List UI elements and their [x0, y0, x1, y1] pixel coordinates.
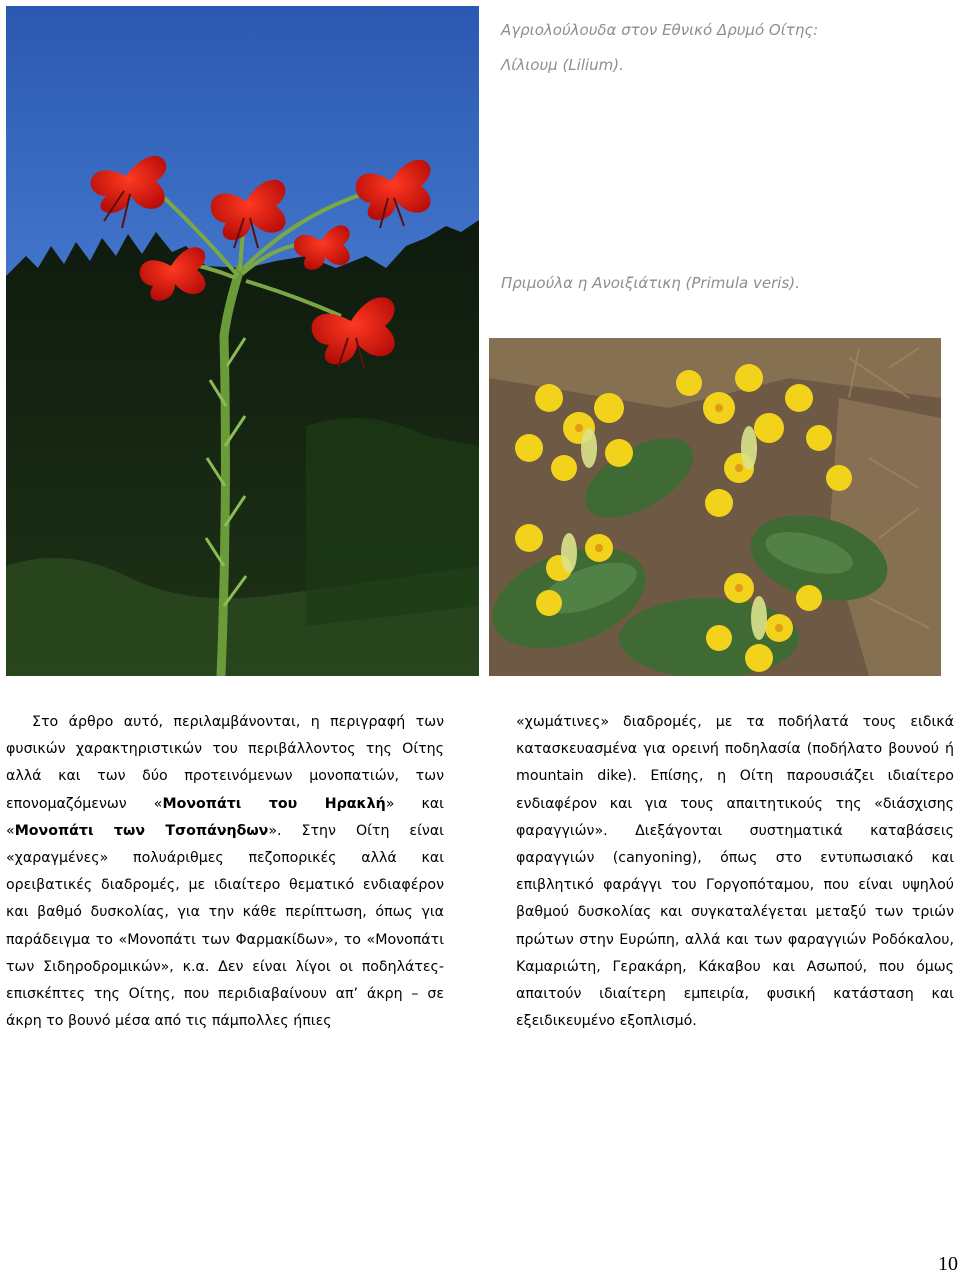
left-text-part3: ». Στην Οίτη είναι «χαραγμένες» πολυάριθμες πεζοπορικές αλλά και ορειβατικές διαδρομές, με ιδιαίτερο θεματικό ενδιαφέρον και βαθμό δυσκολίας, για την κάθε περίπτωση, όπως για παράδειγμα το «Μονοπάτι των Φαρμακίδων», το «Μονοπάτι των Σιδηροδρομικών», κ.α. Δεν είναι λίγοι οι ποδηλάτες-επισκέπτες της Οίτης, που περιδιαβαίνουν απ’ άκρη – σε άκρη το βουνό μέσα από τις πάμπολλες ήπιες	[6, 822, 444, 1030]
lily-photo	[6, 6, 479, 676]
lily-caption-line2: Λίλιουμ (Lilium).	[501, 56, 624, 74]
lily-image	[6, 6, 479, 676]
trail-shepherds: Μονοπάτι των Τσοπάνηδων	[14, 822, 269, 839]
page-number: 10	[938, 1253, 958, 1275]
lily-caption-line1: Αγριολούλουδα στον Εθνικό Δρυμό Οίτης:	[501, 21, 819, 39]
primula-caption: Πριμούλα η Ανοιξιάτικη (Primula veris).	[501, 274, 800, 292]
left-paragraph	[6, 709, 444, 1035]
left-text-part1: Στο άρθρο αυτό, περιλαμβάνονται, η περιγραφή των φυσικών χαρακτηριστικών του περιβάλλοντος της Οίτης αλλά και των δύο προτεινόμενων μονοπατιών, των επονομαζόμενων «	[6, 714, 444, 812]
primula-image	[489, 338, 941, 676]
left-text-column	[6, 709, 444, 1035]
right-text-column	[516, 709, 954, 1035]
trail-heracles: Μονοπάτι του Ηρακλή	[162, 795, 386, 812]
left-text-part2: » και «	[6, 795, 444, 839]
right-paragraph: «χωμάτινες» διαδρομές, με τα ποδήλατά τους ειδικά κατασκευασμένα για ορεινή ποδηλασία (ποδήλατο βουνού ή mountain dike). Επίσης, η Οίτη παρουσιάζει ιδιαίτερο ενδιαφέρον και για τους απαιτητικούς της «διάσχισης φαραγγιών». Διεξάγονται συστηματικά καταβάσεις φαραγγιών (canyoning), όπως στο εντυπωσιακό και επιβλητικό φαράγγι του Γοργοπόταμου, που είναι υψηλού βαθμού δυσκολίας και συγκαταλέγεται μεταξύ των τριών πρώτων στην Ευρώπη, αλλά και των φαραγγιών Ροδόκαλου, Καμαριώτη, Γερακάρη, Κάκαβου και Ασωπού, που όμως απαιτούν ιδιαίτερη εμπειρία, φυσική κατάσταση και εξειδικευμένο εξοπλισμό.	[516, 714, 954, 1030]
primula-photo	[489, 338, 941, 676]
